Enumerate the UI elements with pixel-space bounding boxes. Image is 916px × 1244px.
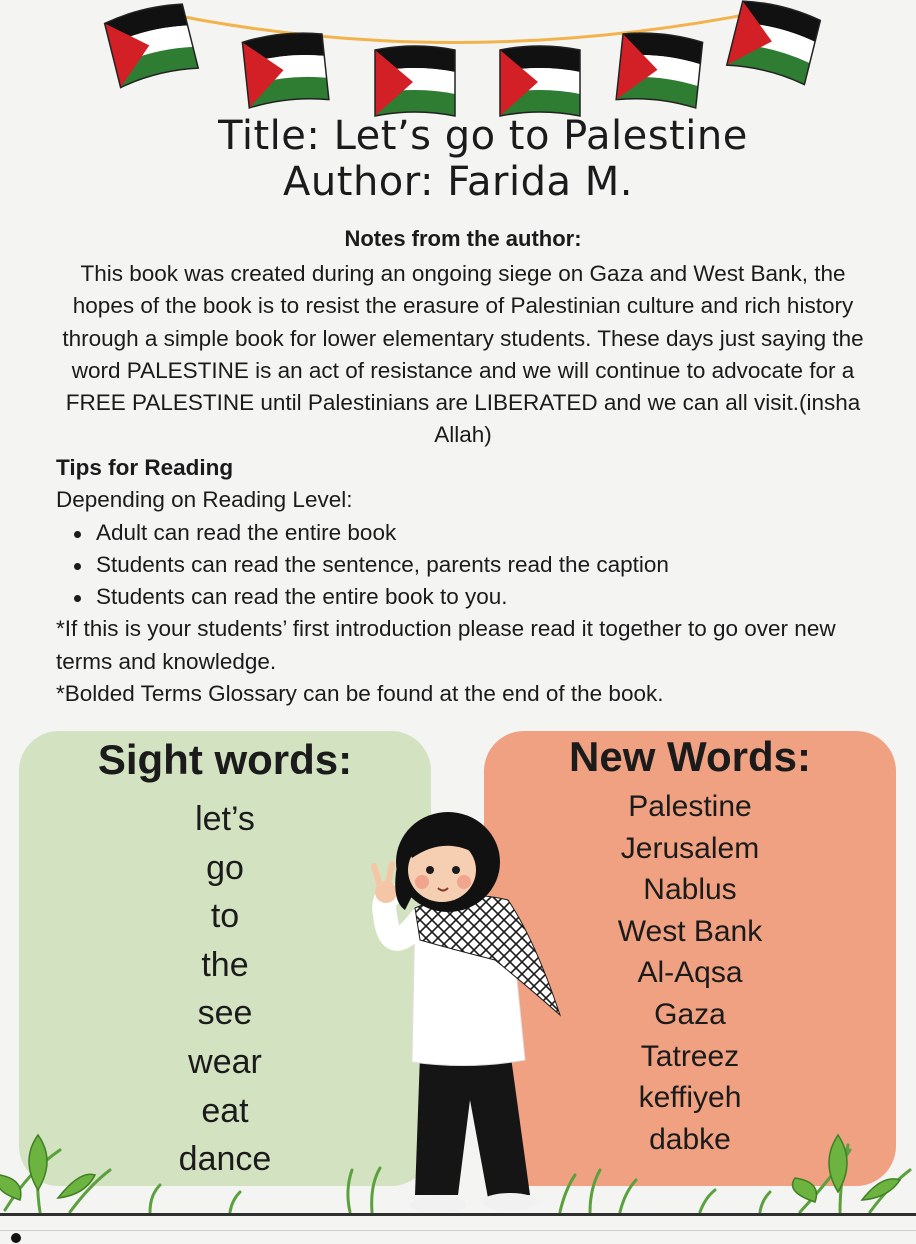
tips-bullet: Students can read the entire book to you. xyxy=(56,581,896,613)
new-word: dabke xyxy=(649,1122,731,1156)
palestinian-flag-icon xyxy=(242,30,329,108)
palestinian-flag-icon xyxy=(727,0,822,85)
ground-line xyxy=(0,1213,916,1216)
sight-word: to xyxy=(210,897,240,936)
sight-word: go xyxy=(206,848,244,887)
scroll-indicator-icon xyxy=(11,1233,21,1243)
sight-word: eat xyxy=(201,1091,249,1130)
new-words-heading: New Words: xyxy=(569,733,811,780)
sight-word: dance xyxy=(178,1140,272,1179)
tips-intro: Depending on Reading Level: xyxy=(56,487,353,513)
palestinian-flag-icon xyxy=(616,30,703,108)
page-divider xyxy=(0,1230,916,1231)
tips-bullet: Adult can read the entire book xyxy=(56,517,896,549)
tips-bullet: Students can read the sentence, parents read the caption xyxy=(56,549,896,581)
notes-body: This book was created during an ongoing siege on Gaza and West Bank, the hopes of the book is to resist the erasure of Palestinian culture and rich history through a simple book for lower elementary students. These days just saying the word PALESTINE is an act of resistance and we will continue to advocate for a FREE PALESTINE until Palestinians are LIBERATED and we can all visit.(insha Allah) xyxy=(62,261,864,448)
new-word: Tatreez xyxy=(640,1039,740,1073)
palestinian-flag-bunting xyxy=(0,0,916,130)
tips-note-glossary: *Bolded Terms Glossary can be found at the end of the book. xyxy=(56,681,664,707)
notes-heading: Notes from the author: xyxy=(344,226,582,251)
new-word: keffiyeh xyxy=(638,1081,742,1115)
sight-word: see xyxy=(197,994,253,1033)
new-word: Nablus xyxy=(643,873,737,907)
sight-words-heading: Sight words: xyxy=(97,736,353,783)
sight-word: wear xyxy=(188,1042,262,1081)
new-word: Palestine xyxy=(628,790,752,823)
tips-section xyxy=(56,452,896,710)
tips-heading: Tips for Reading xyxy=(56,455,234,480)
new-word: Jerusalem xyxy=(620,831,760,865)
book-author: Author: Farida M. xyxy=(283,159,633,205)
palestinian-flag-icon xyxy=(500,46,580,116)
book-title: Title: Let’s go to Palestine xyxy=(218,113,748,159)
palestinian-flag-icon xyxy=(104,0,199,87)
tips-list xyxy=(56,517,896,614)
sight-word: the xyxy=(201,945,249,984)
sight-word: let’s xyxy=(195,800,255,838)
new-word: Al-Aqsa xyxy=(637,956,743,990)
palestinian-flag-icon xyxy=(375,46,455,116)
new-word: Gaza xyxy=(654,997,726,1031)
new-word: West Bank xyxy=(617,914,763,948)
tips-note-intro: *If this is your students’ first introduction please read it together to go over new terms and knowledge. xyxy=(56,616,836,674)
